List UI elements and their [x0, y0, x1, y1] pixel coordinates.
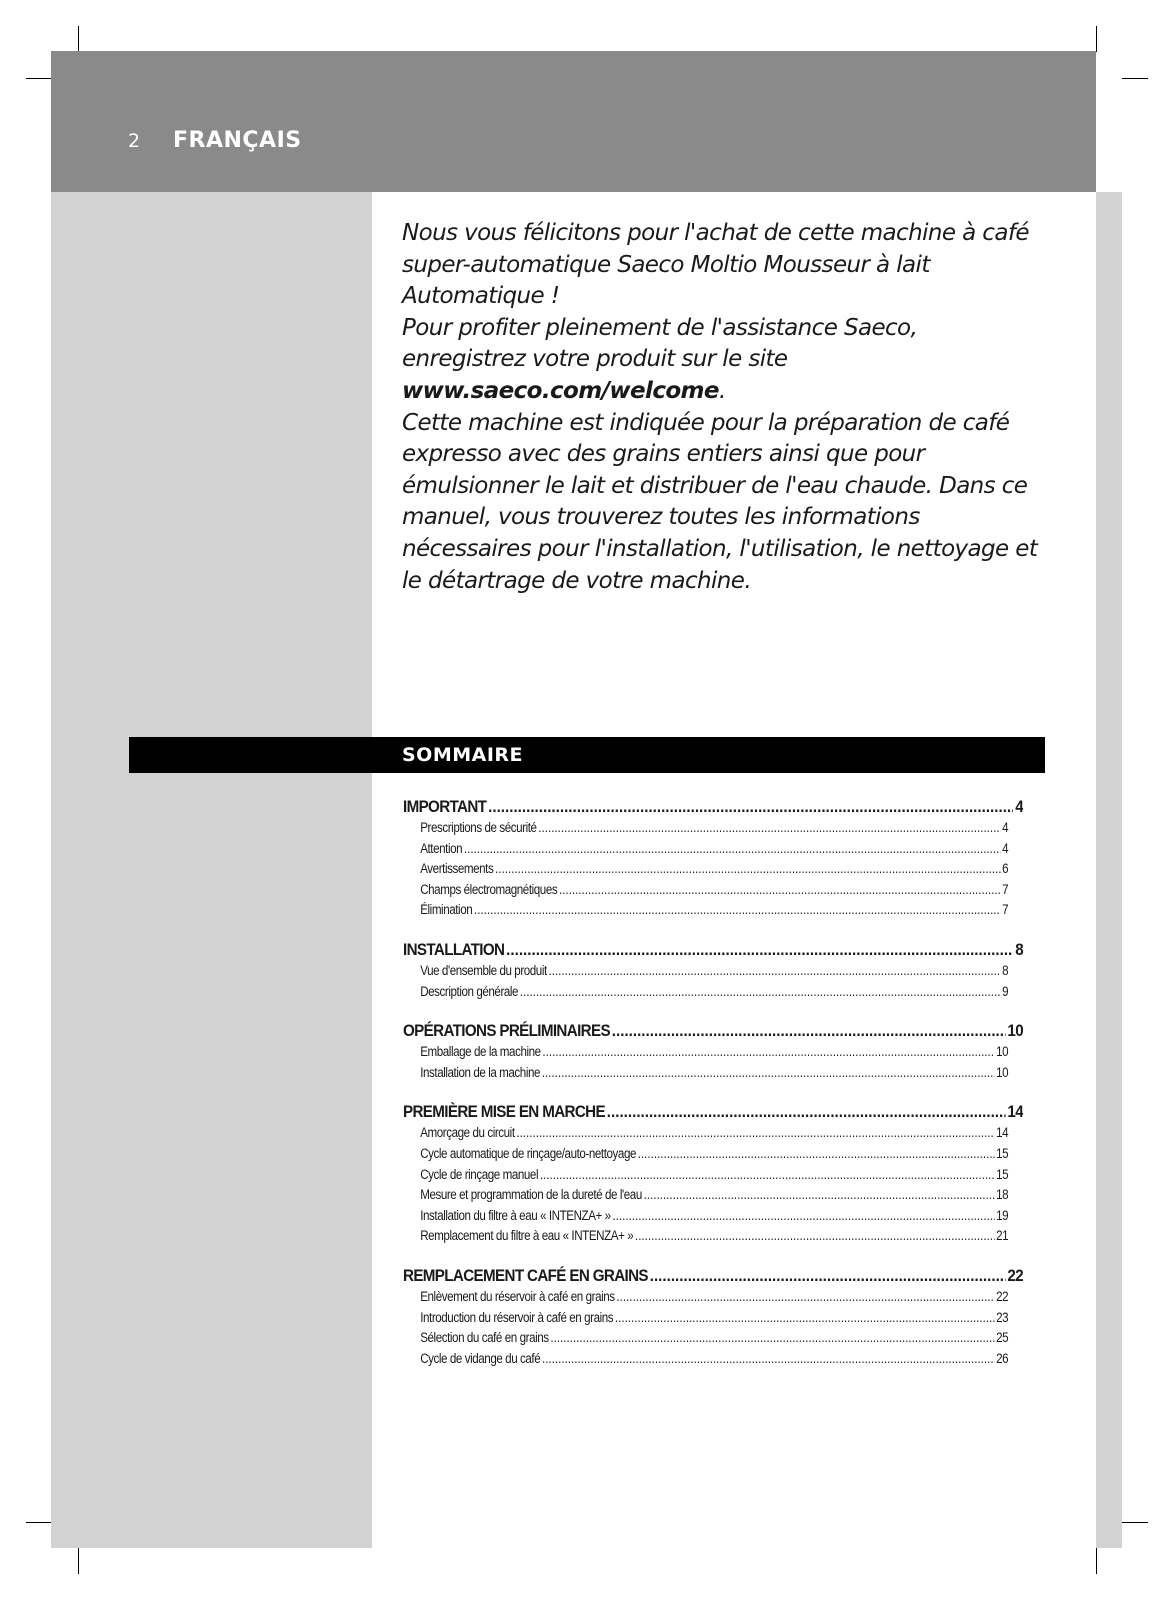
toc-leader: [607, 1101, 1006, 1123]
toc-item-page: 10: [996, 1064, 1009, 1080]
toc-section-page: 8: [1015, 940, 1024, 959]
toc-leader: [474, 900, 1000, 921]
toc-item-label: Cycle de rinçage manuel: [420, 1166, 539, 1182]
toc-item-page: 26: [996, 1350, 1009, 1366]
toc-item-label: Cycle automatique de rinçage/auto-nettoyage: [420, 1145, 637, 1161]
toc-leader: [559, 880, 1000, 901]
toc-item[interactable]: [403, 1042, 1008, 1063]
toc-leader: [615, 1308, 994, 1329]
toc-section-page: 4: [1015, 798, 1024, 816]
toc-section: [403, 939, 1023, 1002]
toc-item-page: 15: [996, 1145, 1009, 1161]
toc-item-page: 9: [1002, 983, 1009, 999]
toc-item-label: Amorçage du circuit: [420, 1125, 515, 1141]
toc-item[interactable]: [403, 1165, 1008, 1186]
toc-item-label: Champs électromagnétiques: [420, 881, 558, 897]
table-of-contents: [403, 796, 1023, 1387]
toc-item-label: Cycle de vidange du café: [420, 1350, 541, 1366]
toc-item-page: 8: [1002, 962, 1009, 978]
toc-item-label: Mesure et programmation de la dureté de l'eau: [420, 1187, 642, 1203]
toc-section: [403, 1265, 1023, 1369]
intro-description: Cette machine est indiquée pour la préparation de café expresso avec des grains entiers ainsi que pour émulsionner le lait et distribuer de l'eau chaude. Dans ce manuel, vous trouverez toutes les informations nécessaires pour l'installation, l'utilisation, le nettoyage et le détartrage de votre machine.: [402, 409, 1038, 594]
crop-mark: [26, 1522, 52, 1523]
toc-item-page: 10: [996, 1044, 1009, 1060]
toc-leader: [516, 1123, 994, 1144]
toc-leader: [488, 796, 1013, 818]
toc-section-entry[interactable]: [403, 1265, 1023, 1287]
website-link[interactable]: www.saeco.com/welcome: [402, 377, 719, 404]
language-title: FRANÇAIS: [173, 128, 302, 153]
toc-item-page: 14: [996, 1125, 1009, 1141]
toc-section: [403, 1020, 1023, 1083]
toc-leader: [542, 1042, 994, 1063]
page-number: 2: [128, 130, 141, 152]
toc-item-page: 7: [1002, 902, 1009, 918]
toc-banner: [129, 737, 1045, 773]
toc-leader: [464, 839, 1001, 860]
toc-section-title: PREMIÈRE MISE EN MARCHE: [403, 1103, 605, 1122]
toc-section-page: 10: [1007, 1022, 1024, 1041]
intro-registration-text: Pour profiter pleinement de l'assistance Saeco, enregistrez votre produit sur le site: [402, 314, 918, 373]
right-gray-strip: [1096, 192, 1122, 1548]
toc-section-title: REMPLACEMENT CAFÉ EN GRAINS: [403, 1266, 648, 1285]
toc-leader: [540, 1165, 995, 1186]
toc-item-label: Sélection du café en grains: [420, 1330, 549, 1346]
toc-section-title: IMPORTANT: [403, 798, 487, 816]
toc-leader: [638, 1144, 995, 1165]
toc-item[interactable]: [403, 1185, 1008, 1206]
toc-item-label: Description générale: [420, 983, 519, 999]
toc-item-page: 6: [1002, 861, 1009, 877]
toc-leader: [549, 961, 1001, 982]
toc-item-page: 7: [1002, 881, 1009, 897]
toc-leader: [542, 1063, 995, 1084]
toc-item-label: Vue d'ensemble du produit: [420, 962, 547, 978]
toc-leader: [612, 1020, 1006, 1042]
toc-section-page: 22: [1007, 1266, 1024, 1285]
toc-item-label: Avertissements: [420, 861, 494, 877]
toc-item-label: Installation du filtre à eau « INTENZA+ »: [420, 1207, 611, 1223]
intro-text: [402, 218, 1042, 597]
toc-item[interactable]: [403, 982, 1008, 1003]
crop-mark: [78, 1548, 79, 1574]
crop-mark: [1122, 1522, 1148, 1523]
toc-section-page: 14: [1007, 1103, 1024, 1122]
intro-registration: [402, 313, 1042, 408]
toc-leader: [542, 1349, 994, 1370]
toc-item-label: Prescriptions de sécurité: [420, 820, 537, 835]
toc-section: [403, 1101, 1023, 1247]
toc-section-title: OPÉRATIONS PRÉLIMINAIRES: [403, 1022, 610, 1041]
toc-leader: [520, 982, 1001, 1003]
toc-item[interactable]: [403, 859, 1008, 880]
toc-item[interactable]: [403, 839, 1008, 860]
toc-item[interactable]: [403, 818, 1008, 839]
toc-leader: [644, 1185, 995, 1206]
toc-item[interactable]: [403, 1123, 1008, 1144]
toc-leader: [650, 1265, 1006, 1287]
crop-mark: [1096, 26, 1097, 52]
toc-item[interactable]: [403, 1063, 1008, 1084]
toc-section-title: INSTALLATION: [403, 940, 505, 959]
toc-leader: [538, 818, 1000, 839]
toc-section-entry[interactable]: [403, 1020, 1023, 1042]
toc-item[interactable]: [403, 1308, 1008, 1329]
toc-item[interactable]: [403, 1349, 1008, 1370]
intro-congratulations: Nous vous félicitons pour l'achat de cette machine à café super-automatique Saeco Moltio Mousseur à lait Automatique !: [402, 220, 1029, 310]
toc-item-label: Remplacement du filtre à eau « INTENZA+ »: [420, 1228, 634, 1244]
left-gray-panel: [51, 192, 372, 1548]
crop-mark: [26, 78, 52, 79]
toc-item[interactable]: [403, 961, 1008, 982]
toc-section-entry[interactable]: [403, 939, 1023, 961]
toc-item-label: Enlèvement du réservoir à café en grains: [420, 1288, 615, 1304]
toc-item-page: 25: [996, 1330, 1009, 1346]
toc-leader: [550, 1328, 994, 1349]
intro-registration-end: .: [718, 377, 726, 404]
toc-item[interactable]: [403, 1328, 1008, 1349]
crop-mark: [1096, 1548, 1097, 1574]
toc-item-page: 19: [996, 1207, 1009, 1223]
toc-item-label: Emballage de la machine: [420, 1044, 541, 1060]
toc-item-label: Élimination: [420, 902, 473, 918]
toc-item-page: 22: [996, 1288, 1009, 1304]
toc-item[interactable]: [403, 1226, 1008, 1247]
toc-item[interactable]: [403, 1206, 1008, 1227]
toc-section-entry[interactable]: [403, 1101, 1023, 1123]
crop-mark: [78, 26, 79, 52]
toc-item[interactable]: [403, 1144, 1008, 1165]
toc-section: [403, 796, 1023, 921]
toc-leader: [495, 859, 1000, 880]
toc-title: SOMMAIRE: [402, 744, 524, 766]
toc-item-page: 15: [996, 1166, 1009, 1182]
toc-item[interactable]: [403, 880, 1008, 901]
toc-leader: [635, 1226, 994, 1247]
toc-item-page: 23: [996, 1309, 1009, 1325]
toc-item[interactable]: [403, 900, 1008, 921]
crop-mark: [1122, 78, 1148, 79]
toc-leader: [506, 939, 1013, 961]
toc-item-page: 18: [996, 1187, 1009, 1203]
toc-item-label: Introduction du réservoir à café en grains: [420, 1309, 614, 1325]
toc-item-label: Installation de la machine: [420, 1064, 541, 1080]
toc-leader: [616, 1287, 994, 1308]
toc-section-entry[interactable]: [403, 796, 1023, 818]
toc-item-page: 4: [1002, 840, 1009, 856]
toc-leader: [612, 1206, 994, 1227]
toc-item-page: 21: [996, 1228, 1009, 1244]
toc-item-label: Attention: [420, 840, 463, 856]
toc-item[interactable]: [403, 1287, 1008, 1308]
toc-item-page: 4: [1002, 820, 1009, 835]
header-band: [51, 51, 1096, 192]
